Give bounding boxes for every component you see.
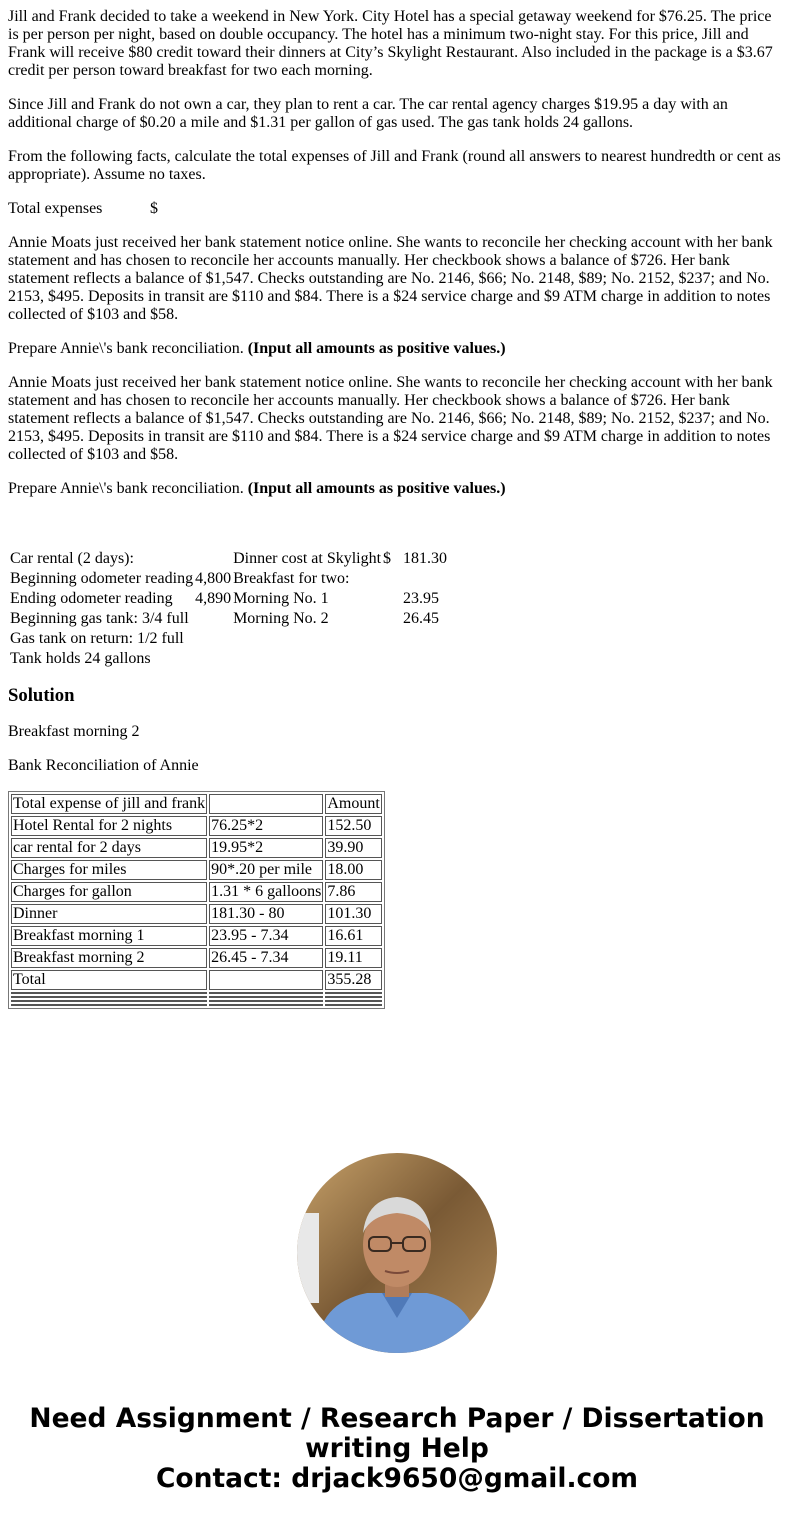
- facts-cell: 4,800: [195, 570, 232, 587]
- facts-row: [10, 610, 447, 628]
- facts-cell: [195, 610, 231, 628]
- table-cell: Total: [11, 970, 207, 990]
- table-cell: 18.00: [325, 860, 381, 880]
- table-cell: Breakfast morning 2: [11, 948, 207, 968]
- table-cell: [209, 794, 323, 814]
- facts-cell: Car rental (2 days):: [10, 550, 134, 567]
- facts-cell: [383, 610, 391, 628]
- total-expenses-label: Total expenses: [8, 200, 103, 217]
- facts-cell: Gas tank on return: 1/2 full: [10, 630, 184, 647]
- empty-table-row: [11, 996, 382, 998]
- footer-line-2: writing Help: [305, 1433, 489, 1464]
- table-row: [11, 970, 382, 990]
- empty-table-cell: [209, 996, 323, 998]
- document-body: [8, 8, 786, 1009]
- table-cell: 7.86: [325, 882, 381, 902]
- facts-cell: [195, 550, 231, 568]
- table-cell: Hotel Rental for 2 nights: [11, 816, 207, 836]
- table-cell: [209, 970, 323, 990]
- problem-paragraph-instructions: From the following facts, calculate the total expenses of Jill and Frank (round all answers to nearest hundredth or cent as appropriate). Assume no taxes.: [8, 148, 781, 183]
- facts-cell: [393, 650, 447, 668]
- footer-advertisement: [0, 1404, 794, 1494]
- facts-cell: Dinner cost at Skylight: [233, 550, 382, 567]
- facts-cell: [195, 650, 231, 668]
- facts-cell: 4,890: [195, 590, 232, 607]
- empty-table-cell: [11, 1004, 207, 1006]
- prepare-instruction-1: Prepare Annie\'s bank reconciliation. (Input all amounts as positive values.): [8, 340, 506, 357]
- empty-table-cell: [11, 992, 207, 994]
- table-cell: 101.30: [325, 904, 381, 924]
- table-cell: 19.95*2: [209, 838, 323, 858]
- facts-cell: [383, 590, 391, 608]
- table-cell: 355.28: [325, 970, 381, 990]
- prepare-instruction-2: Prepare Annie\'s bank reconciliation. (Input all amounts as positive values.): [8, 480, 506, 497]
- empty-table-cell: [325, 996, 381, 998]
- table-cell: Dinner: [11, 904, 207, 924]
- facts-cell: [195, 630, 231, 648]
- table-row: [11, 948, 382, 968]
- table-row: [11, 838, 382, 858]
- facts-cell: 181.30: [403, 550, 448, 567]
- table-cell: 19.11: [325, 948, 381, 968]
- facts-row: [10, 650, 447, 668]
- footer-line-3: Contact: drjack9650@gmail.com: [155, 1463, 639, 1494]
- solution-table: [8, 791, 385, 1009]
- empty-table-row: [11, 992, 382, 994]
- empty-table-cell: [209, 1004, 323, 1006]
- facts-row: [10, 570, 447, 588]
- facts-cell: $: [383, 550, 392, 567]
- total-expenses-symbol: $: [150, 200, 158, 217]
- table-cell: 23.95 - 7.34: [209, 926, 323, 946]
- facts-cell: [393, 570, 447, 588]
- facts-cell: Beginning gas tank: 3/4 full: [10, 610, 189, 627]
- facts-cell: [383, 630, 391, 648]
- solution-line-breakfast: Breakfast morning 2: [8, 723, 140, 740]
- table-row: [11, 926, 382, 946]
- table-cell: Charges for miles: [11, 860, 207, 880]
- facts-cell: Morning No. 2: [233, 610, 329, 627]
- table-cell: Amount: [327, 795, 380, 812]
- total-expenses-line: [8, 200, 786, 218]
- table-row: [11, 860, 382, 880]
- empty-table-cell: [325, 992, 381, 994]
- empty-table-cell: [209, 992, 323, 994]
- facts-row: [10, 550, 447, 568]
- empty-table-row: [11, 1004, 382, 1006]
- author-photo-image: [297, 1153, 497, 1353]
- table-cell: Breakfast morning 1: [11, 926, 207, 946]
- problem-paragraph-hotel: Jill and Frank decided to take a weekend in New York. City Hotel has a special getaway weekend for $76.25. The price is per person per night, based on double occupancy. The hotel has a minimum two-night stay. For this price, Jill and Frank will receive $80 credit toward their dinners at City’s Skylight Restaurant. Also included in the package is a $3.67 credit per person toward breakfast for two each morning.: [8, 8, 773, 79]
- table-cell: Total expense of jill and frank: [13, 795, 206, 812]
- table-cell: 90*.20 per mile: [209, 860, 323, 880]
- facts-row: [10, 590, 447, 608]
- facts-cell: Breakfast for two:: [233, 570, 350, 587]
- table-cell: 26.45 - 7.34: [209, 948, 323, 968]
- facts-cell: [393, 630, 447, 648]
- empty-table-row: [11, 1000, 382, 1002]
- table-cell: 76.25*2: [209, 816, 323, 836]
- table-row: [11, 816, 382, 836]
- footer-line-1: Need Assignment / Research Paper / Dissertation: [29, 1403, 765, 1434]
- table-row: [11, 794, 382, 814]
- table-cell: 181.30 - 80: [209, 904, 323, 924]
- empty-table-cell: [325, 1004, 381, 1006]
- table-cell: 16.61: [325, 926, 381, 946]
- table-cell: 39.90: [325, 838, 381, 858]
- annie-paragraph-2: Annie Moats just received her bank statement notice online. She wants to reconcile her checking account with her bank statement and has chosen to reconcile her accounts manually. Her checkbook shows a balance of $726. Her bank statement reflects a balance of $1,547. Checks outstanding are No. 2146, $66; No. 2148, $89; No. 2152, $237; and No. 2153, $495. Deposits in transit are $110 and $84. There is a $24 service charge and $9 ATM charge in addition to notes collected of $103 and $58.: [8, 374, 773, 463]
- facts-cell: Tank holds 24 gallons: [10, 650, 151, 667]
- table-cell: 1.31 * 6 galloons: [211, 883, 322, 900]
- facts-cell: 23.95: [403, 590, 440, 607]
- facts-cell: Beginning odometer reading: [10, 570, 194, 587]
- empty-table-cell: [209, 1000, 323, 1002]
- table-cell: 152.50: [325, 816, 381, 836]
- table-cell: Charges for gallon: [11, 882, 207, 902]
- solution-line-bank: Bank Reconciliation of Annie: [8, 757, 199, 774]
- author-photo: [297, 1153, 497, 1353]
- facts-table: [8, 548, 449, 670]
- facts-cell: Morning No. 1: [233, 590, 329, 607]
- table-row: [11, 882, 382, 902]
- table-row: [11, 904, 382, 924]
- facts-row: [10, 630, 447, 648]
- table-cell: car rental for 2 days: [11, 838, 207, 858]
- facts-cell: [233, 630, 381, 648]
- facts-cell: [233, 650, 381, 668]
- annie-paragraph-1: Annie Moats just received her bank statement notice online. She wants to reconcile her checking account with her bank statement and has chosen to reconcile her accounts manually. Her checkbook shows a balance of $726. Her bank statement reflects a balance of $1,547. Checks outstanding are No. 2146, $66; No. 2148, $89; No. 2152, $237; and No. 2153, $495. Deposits in transit are $110 and $84. There is a $24 service charge and $9 ATM charge in addition to notes collected of $103 and $58.: [8, 234, 773, 323]
- empty-table-cell: [11, 996, 207, 998]
- empty-table-cell: [325, 1000, 381, 1002]
- solution-heading: Solution: [8, 685, 75, 706]
- facts-cell: Ending odometer reading: [10, 590, 173, 607]
- empty-table-cell: [11, 1000, 207, 1002]
- problem-paragraph-car: Since Jill and Frank do not own a car, they plan to rent a car. The car rental agency charges $19.95 a day with an additional charge of $0.20 a mile and $1.31 per gallon of gas used. The gas tank holds 24 gallons.: [8, 96, 728, 131]
- facts-cell: 26.45: [403, 610, 440, 627]
- facts-cell: [383, 650, 391, 668]
- facts-cell: [383, 570, 391, 588]
